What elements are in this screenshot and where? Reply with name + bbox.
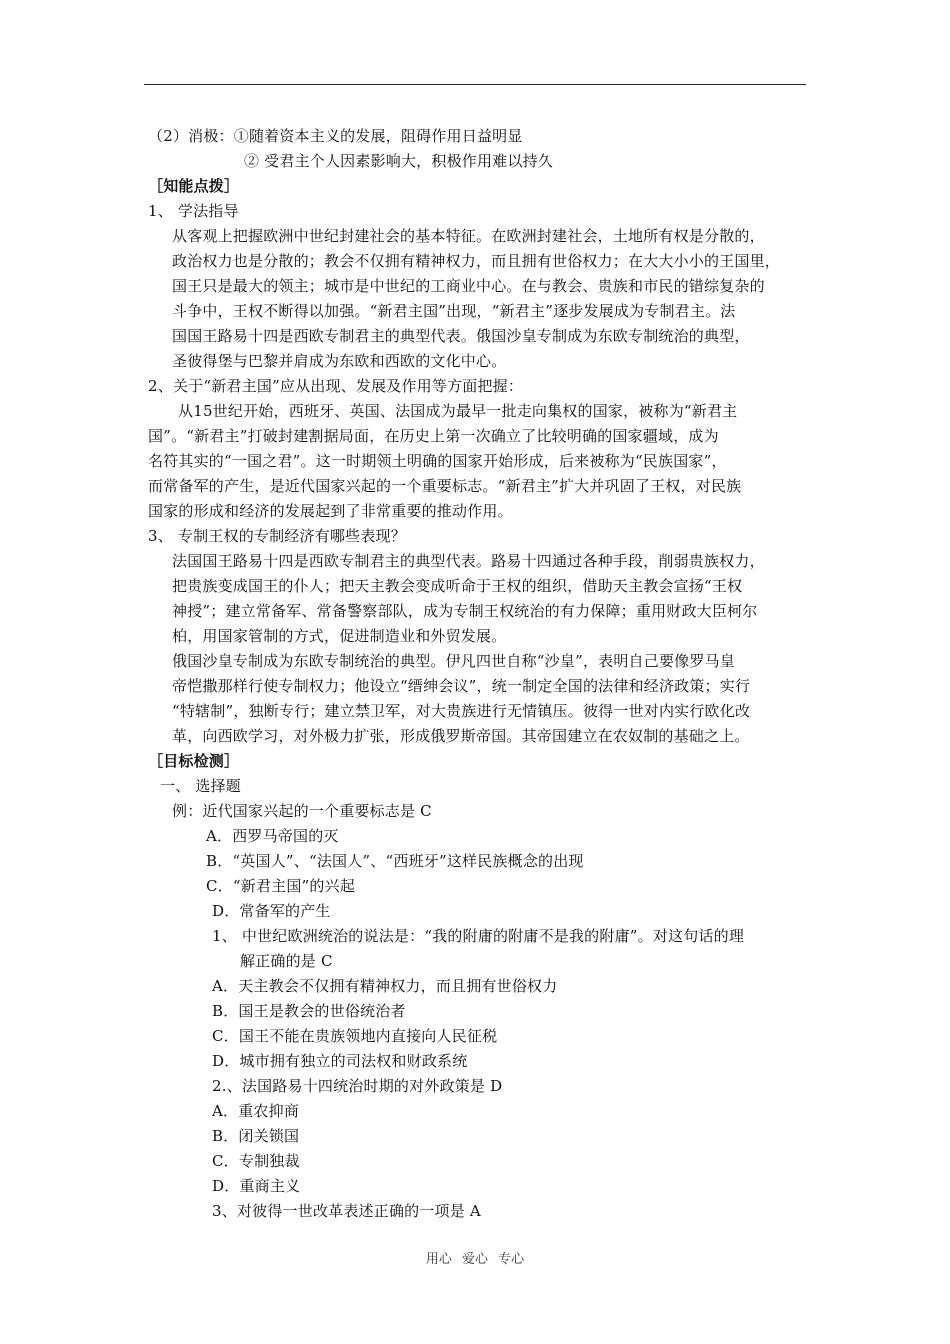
line-20: 神授”；建立常备军、常备警察部队，成为专制王权统治的有力保障；重用财政大臣柯尔	[172, 602, 758, 620]
line-30: B．“英国人”、“法国人”、“西班牙”这样民族概念的出现	[206, 852, 584, 870]
line-43: D．重商主义	[212, 1177, 301, 1195]
line-9: 国国王路易十四是西欧专制君主的典型代表。俄国沙皇专制成为东欧专制统治的典型，	[172, 327, 750, 345]
line-1: （2）消极：①随着资本主义的发展，阻碍作用日益明显	[148, 127, 523, 145]
line-23: 帝恺撒那样行使专制权力；他设立“缙绅会议”，统一制定全国的法律和经济政策；实行	[172, 677, 751, 695]
line-31: C．“新君主国”的兴起	[206, 877, 356, 895]
line-11: 2、关于“新君主国”应从出现、发展及作用等方面把握：	[148, 377, 524, 395]
section-heading-tips: ［知能点拨］	[148, 177, 240, 195]
line-8: 斗争中，王权不断得以加强。“新君主国”出现，“新君主”逐步发展成为专制君主。法	[172, 302, 736, 320]
line-36: B．国王是教会的世俗统治者	[212, 1002, 406, 1020]
line-14: 名符其实的“一国之君”。这一时期领土明确的国家开始形成，后来被称为“民族国家”，	[148, 452, 727, 470]
line-19: 把贵族变成国王的仆人；把天主教会变成听命于王权的组织，借助天主教会宣扬“王权	[172, 577, 743, 595]
line-25: 革，向西欧学习，对外极力扩张，形成俄罗斯帝国。其帝国建立在农奴制的基础之上。	[172, 727, 750, 745]
line-39: 2.、法国路易十四统治时期的对外政策是 D	[212, 1077, 503, 1095]
line-38: D．城市拥有独立的司法权和财政系统	[212, 1052, 468, 1070]
line-10: 圣彼得堡与巴黎并肩成为东欧和西欧的文化中心。	[172, 352, 507, 370]
line-13: 国”。“新君主”打破封建割据局面，在历史上第一次确立了比较明确的国家疆域，成为	[148, 427, 719, 445]
line-15: 而常备军的产生，是近代国家兴起的一个重要标志。“新君主”扩大并巩固了王权，对民族	[148, 477, 742, 495]
line-29: A．西罗马帝国的灭	[206, 827, 339, 845]
header-rule	[144, 84, 806, 85]
line-5: 从客观上把握欧洲中世纪封建社会的基本特征。在欧洲封建社会，土地所有权是分散的，	[172, 227, 765, 245]
line-16: 国家的形成和经济的发展起到了非常重要的推动作用。	[148, 502, 513, 520]
line-17: 3、 专制王权的专制经济有哪些表现？	[148, 527, 406, 545]
line-7: 国王只是最大的领主；城市是中世纪的工商业中心。在与教会、贵族和市民的错综复杂的	[172, 277, 765, 295]
line-22: 俄国沙皇专制成为东欧专制统治的典型。伊凡四世自称“沙皇”，表明自己要像罗马皇	[172, 652, 735, 670]
line-18: 法国国王路易十四是西欧专制君主的典型代表。路易十四通过各种手段，削弱贵族权力，	[172, 552, 765, 570]
line-41: B．闭关锁国	[212, 1127, 300, 1145]
line-27: 一、 选择题	[160, 777, 241, 795]
line-32: D．常备军的产生	[212, 902, 331, 920]
line-44: 3、对彼得一世改革表述正确的一项是 A	[212, 1202, 481, 1220]
line-28: 例：近代国家兴起的一个重要标志是 C	[172, 802, 432, 820]
page-footer: 用心 爱心 专心	[425, 1252, 525, 1267]
line-40: A．重农抑商	[212, 1102, 300, 1120]
line-33: 1、 中世纪欧洲统治的说法是：“我的附庸的附庸不是我的附庸”。对这句话的理	[212, 927, 745, 945]
line-4: 1、 学法指导	[148, 202, 239, 220]
section-heading-test: ［目标检测］	[148, 752, 240, 770]
line-42: C．专制独裁	[212, 1152, 300, 1170]
line-34: 解正确的是 C	[240, 952, 333, 970]
line-21: 柏，用国家管制的方式，促进制造业和外贸发展。	[172, 627, 507, 645]
line-37: C．国王不能在贵族领地内直接向人民征税	[212, 1027, 498, 1045]
line-12: 从15世纪开始，西班牙、英国、法国成为最早一批走向集权的国家，被称为“新君主	[178, 402, 738, 420]
line-2: ② 受君主个人因素影响大，积极作用难以持久	[244, 152, 553, 170]
line-6: 政治权力也是分散的；教会不仅拥有精神权力，而且拥有世俗权力；在大大小小的王国里，	[172, 252, 781, 270]
line-35: A．天主教会不仅拥有精神权力，而且拥有世俗权力	[212, 977, 558, 995]
line-24: “特辖制”，独断专行；建立禁卫军，对大贵族进行无情镇压。彼得一世对内实行欧化改	[172, 702, 751, 720]
